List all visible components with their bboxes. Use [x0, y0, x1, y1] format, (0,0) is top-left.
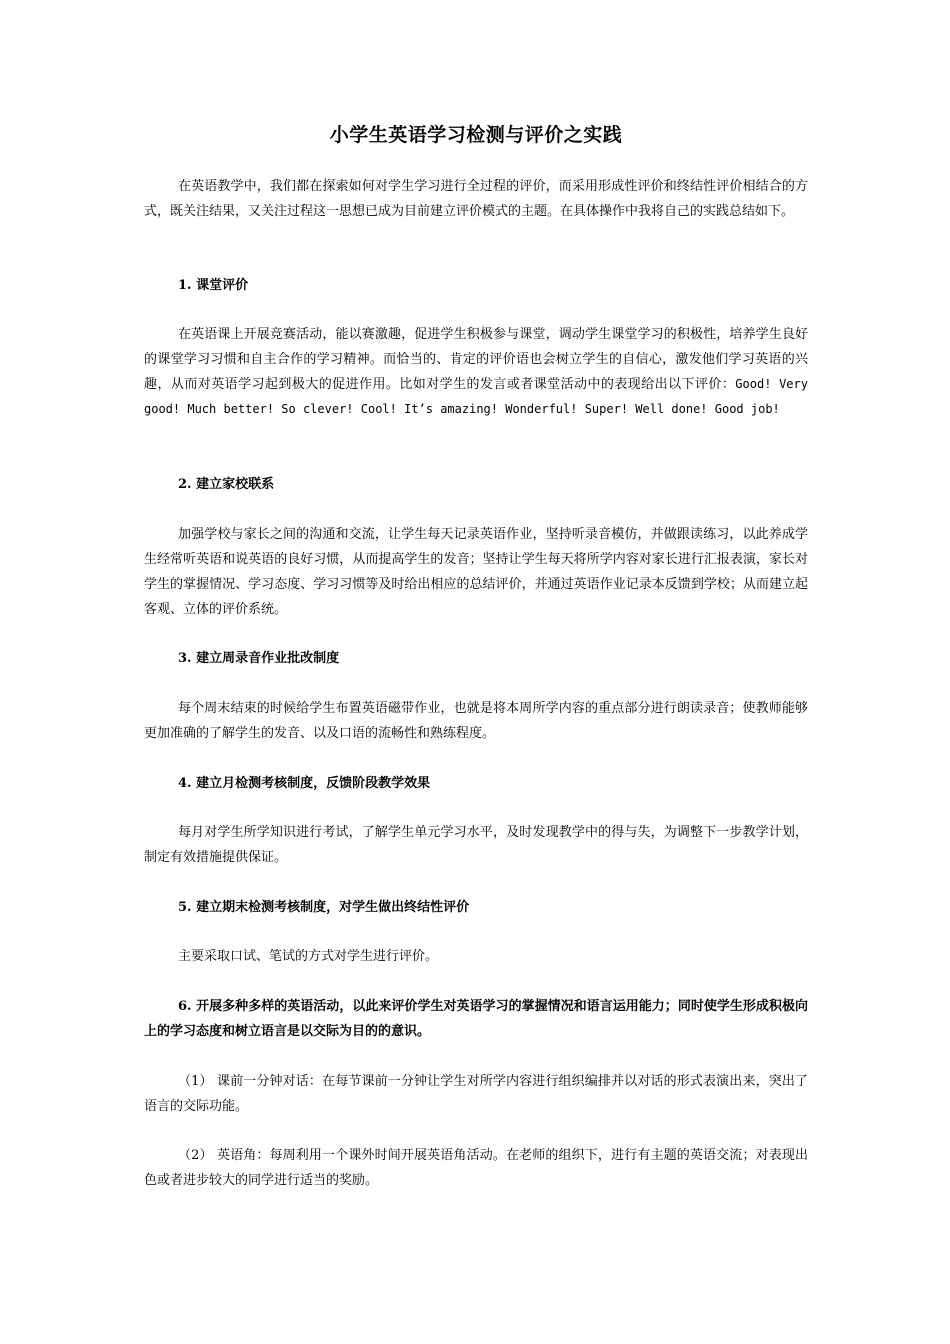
section-5-body: 主要采取口试、笔试的方式对学生进行评价。 [178, 949, 439, 964]
section-6-item-2: （2） 英语角：每周利用一个课外时间开展英语角活动。在老师的组织下，进行有主题的英语交流；对表现出色或者进步较大的同学进行适当的奖励。 [144, 1148, 808, 1188]
section-6-item-1: （1） 课前一分钟对话：在每节课前一分钟让学生对所学内容进行组织编排并以对话的形式表演出来，突出了语言的交际功能。 [144, 1074, 808, 1114]
section-6-heading: 6. 开展多种多样的英语活动，以此来评价学生对英语学习的掌握情况和语言运用能力；同时使学生形成积极向上的学习态度和树立语言是以交际为目的的意识。 [144, 999, 808, 1039]
section-1-heading: 1. 课堂评价 [178, 278, 249, 293]
intro-paragraph: 在英语教学中，我们都在探索如何对学生学习进行全过程的评价，而采用形成性评价和终结性评价相结合的方式，既关注结果，又关注过程这一思想已成为目前建立评价模式的主题。在具体操作中我将自己的实践总结如下。 [144, 179, 808, 219]
section-4-body: 每月对学生所学知识进行考试，了解学生单元学习水平，及时发现教学中的得与失，为调整下一步教学计划，制定有效措施提供保证。 [144, 825, 808, 865]
section-2-heading: 2. 建立家校联系 [178, 477, 275, 492]
section-4-heading: 4. 建立月检测考核制度，反馈阶段教学效果 [178, 776, 431, 791]
section-3-body: 每个周末结束的时候给学生布置英语磁带作业，也就是将本周所学内容的重点部分进行朗读录音；使教师能够更加准确的了解学生的发音、以及口语的流畅性和熟练程度。 [144, 701, 808, 741]
section-1-body-cn: 在英语课上开展竞赛活动，能以赛激趣，促进学生积极参与课堂，调动学生课堂学习的积极性，培养学生良好的课堂学习习惯和自主合作的学习精神。而恰当的、肯定的评价语也会树立学生的自信心，激发他们学习英语的兴趣，从而对英语学习起到极大的促进作用。比如对学生的发言或者课堂活动中的表现给出以下评价： [144, 327, 808, 392]
section-5-heading: 5. 建立期末检测考核制度，对学生做出终结性评价 [178, 900, 470, 915]
section-1-praise-phrases: Good! Very good! Much better! So clever! Cool! It’s amazing! Wonderful! Super! Well done! Good job! [144, 377, 808, 416]
document-title: 小学生英语学习检测与评价之实践 [329, 124, 623, 146]
section-3-heading: 3. 建立周录音作业批改制度 [178, 651, 340, 666]
section-1-body [144, 322, 808, 422]
section-2-body: 加强学校与家长之间的沟通和交流，让学生每天记录英语作业，坚持听录音模仿，并做跟读练习，以此养成学生经常听英语和说英语的良好习惯，从而提高学生的发音；坚持让学生每天将所学内容对家长进行汇报表演，家长对学生的掌握情况、学习态度、学习习惯等及时给出相应的总结评价，并通过英语作业记录本反馈到学校；从而建立起客观、立体的评价系统。 [144, 527, 808, 617]
